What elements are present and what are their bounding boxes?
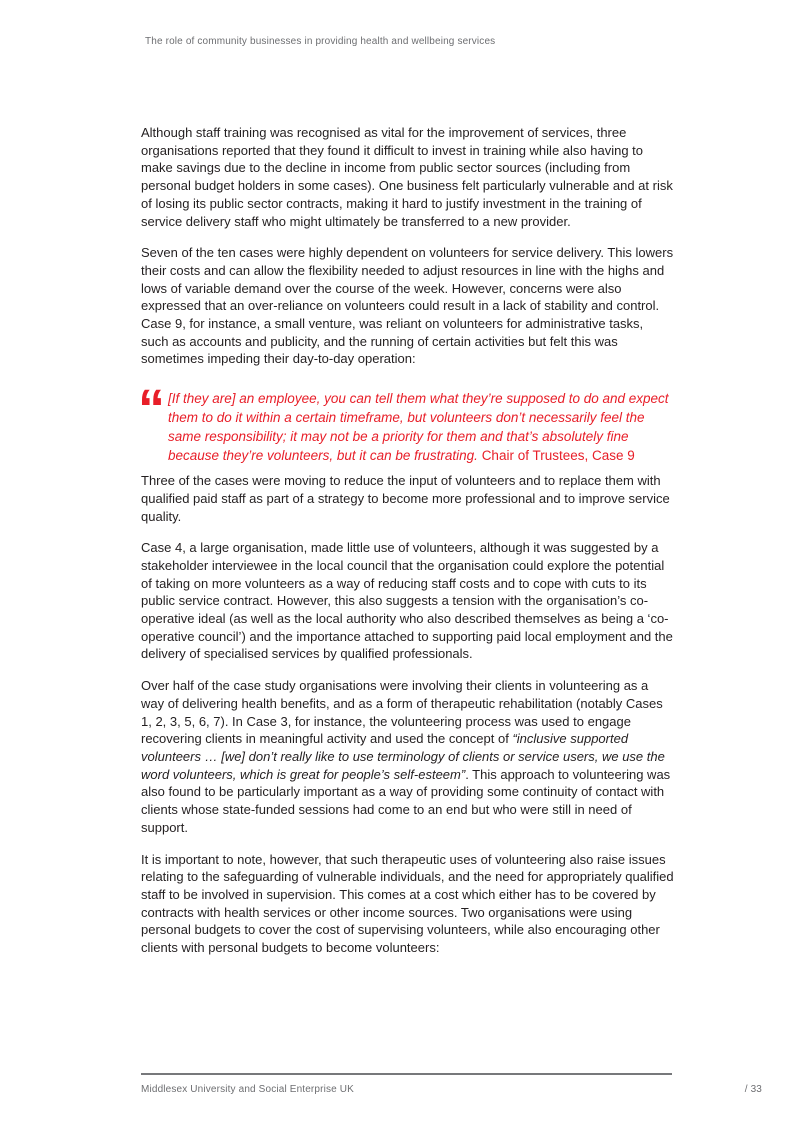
page-footer [141,1073,762,1096]
paragraph-5-inline-quote: “inclusive supported volunteers … [we] don’t really like to use terminology of clients or service users, we use the word volunteers, which is great for people’s self-esteem” [141,731,665,782]
pull-quote-attribution: Chair of Trustees, Case 9 [481,448,635,464]
paragraph-5-text-after: . This approach to volunteering was also found to be particularly important as a way of providing some continuity of contact with clients whose state-funded sessions had come to an end but who were still in need of support. [141,766,671,835]
body-paragraph-1: Although staff training was recognised as vital for the improvement of services, three organisations reported that they found it difficult to invest in training while also having to make savings due to the decline in income from public sector sources (including from personal budget holders in some cases). One business felt particularly vulnerable and at risk of losing its public sector contracts, making it hard to justify investment in the training of service delivery staff who might ultimately be transferred to a new provider. [141,125,673,229]
running-header-title: The role of community businesses in providing health and wellbeing services [145,36,496,47]
paragraph-5-text-before: Over half of the case study organisations were involving their clients in volunteering as a way of delivering health benefits, and as a form of therapeutic rehabilitation (notably Cases 1, 2, 3, 5, 6, 7). In Case 3, for instance, the volunteering process was used to engage recovering clients in meaningful activity and used the concept of [141,678,663,747]
body-paragraph-5 [141,677,674,836]
pull-quote-text: [If they are] an employee, you can tell them what they’re supposed to do and expect them to do it within a certain timeframe, but volunteers don’t necessarily feel the same responsibility; it may not be a priority for them and that’s absolutely fine because they’re volunteers, but it can be frustrating. [168,391,669,464]
quote-mark-icon: “ [138,379,162,440]
body-paragraph-2: Seven of the ten cases were highly dependent on volunteers for service delivery. This lowers their costs and can allow the flexibility needed to adjust resources in line with the highs and lows of variable demand over the course of the week. However, concerns were also expressed that an over-reliance on volunteers could result in a lack of stability and control. Case 9, for instance, a small venture, was reliant on volunteers for administrative tasks, such as accounts and publicity, and the running of certain activities but felt this was sometimes impeding their day-to-day operation: [141,245,674,367]
body-paragraph-3: Three of the cases were moving to reduce the input of volunteers and to replace them with qualified paid staff as part of a strategy to become more professional and to improve service quality. [141,473,670,524]
footer-divider [141,1073,672,1075]
body-paragraph-6: It is important to note, however, that such therapeutic uses of volunteering also raise issues relating to the safeguarding of vulnerable individuals, and the need for appropriately qualified staff to be involved in supervision. This comes at a cost which either has to be covered by contracts with health services or other income sources. Two organisations were using personal budgets to cover the cost of supervising volunteers, while also encouraging other clients with personal budgets to become volunteers: [141,851,674,956]
page-body [138,124,674,971]
pull-quote [138,379,674,465]
footer-page-number: / 33 [744,1084,762,1095]
footer-publisher: Middlesex University and Social Enterprise UK [141,1084,354,1095]
footer-row [141,1084,762,1096]
body-paragraph-4: Case 4, a large organisation, made little use of volunteers, although it was suggested by a stakeholder interviewee in the local council that the organisation could explore the potential of taking on more volunteers as a way of reducing staff costs and to cope with cuts to its public service contract. However, this also suggests a tension with the organisation’s co-operative ideal (as well as the local authority who also described themselves as being a ‘co-operative council’) and the importance attached to supporting paid local employment and the delivery of specialised services by qualified professionals. [141,540,673,662]
